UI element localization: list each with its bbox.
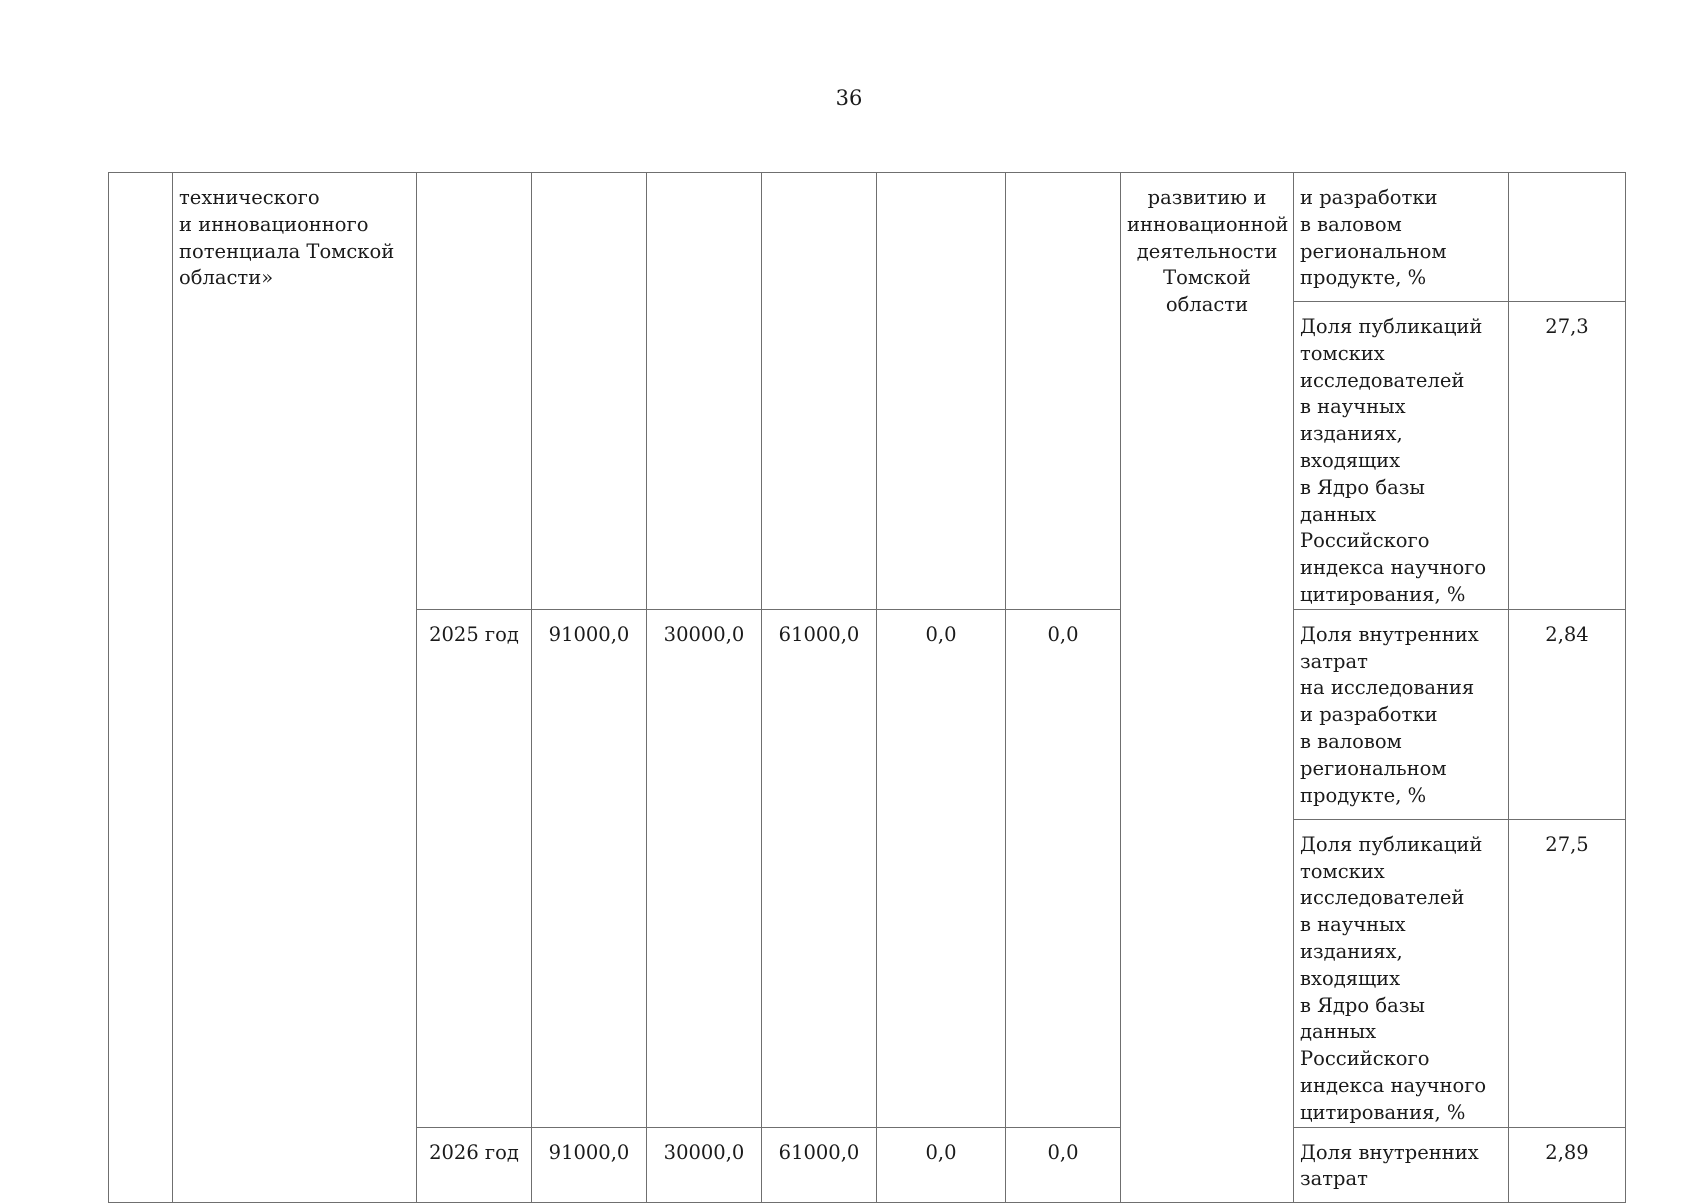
indicator-name-cell: Доля публикаций томских исследователей в научных изданиях, входящих в Ядро базы данных Российского индекса научного цитирования, % — [1294, 302, 1509, 610]
row-number-cell — [109, 173, 173, 1203]
regional-budget-cell — [762, 173, 877, 610]
regional-budget-cell: 61000,0 — [762, 609, 877, 1127]
year-cell: 2026 год — [417, 1127, 532, 1202]
indicator-value-cell: 27,3 — [1509, 302, 1626, 610]
indicator-value-cell: 27,5 — [1509, 819, 1626, 1127]
table-row — [109, 173, 1626, 302]
total-funding-cell: 91000,0 — [532, 1127, 647, 1202]
federal-budget-cell: 30000,0 — [647, 1127, 762, 1202]
federal-budget-cell — [647, 173, 762, 610]
other-sources-cell: 0,0 — [1006, 609, 1121, 1127]
indicator-name-cell: Доля публикаций томских исследователей в научных изданиях, входящих в Ядро базы данных Российского индекса научного цитирования, % — [1294, 819, 1509, 1127]
indicator-name-cell: Доля внутренних затрат на исследования и разработки в валовом региональном продукте, % — [1294, 609, 1509, 819]
program-name-cell: технического и инновационного потенциала Томской области» — [173, 173, 417, 1203]
indicator-name-cell: Доля внутренних затрат — [1294, 1127, 1509, 1202]
other-sources-cell: 0,0 — [1006, 1127, 1121, 1202]
local-budget-cell: 0,0 — [877, 609, 1006, 1127]
local-budget-cell: 0,0 — [877, 1127, 1006, 1202]
indicator-value-cell: 2,84 — [1509, 609, 1626, 819]
year-cell: 2025 год — [417, 609, 532, 1127]
year-cell — [417, 173, 532, 610]
indicator-value-cell: 2,89 — [1509, 1127, 1626, 1202]
local-budget-cell — [877, 173, 1006, 610]
total-funding-cell — [532, 173, 647, 610]
indicator-name-cell: и разработки в валовом региональном продукте, % — [1294, 173, 1509, 302]
total-funding-cell: 91000,0 — [532, 609, 647, 1127]
program-funding-table — [108, 172, 1626, 1203]
page-number: 36 — [835, 86, 863, 110]
regional-budget-cell: 61000,0 — [762, 1127, 877, 1202]
federal-budget-cell: 30000,0 — [647, 609, 762, 1127]
goal-cell: развитию и инновационной деятельности Томской области — [1121, 173, 1294, 1203]
indicator-value-cell — [1509, 173, 1626, 302]
other-sources-cell — [1006, 173, 1121, 610]
